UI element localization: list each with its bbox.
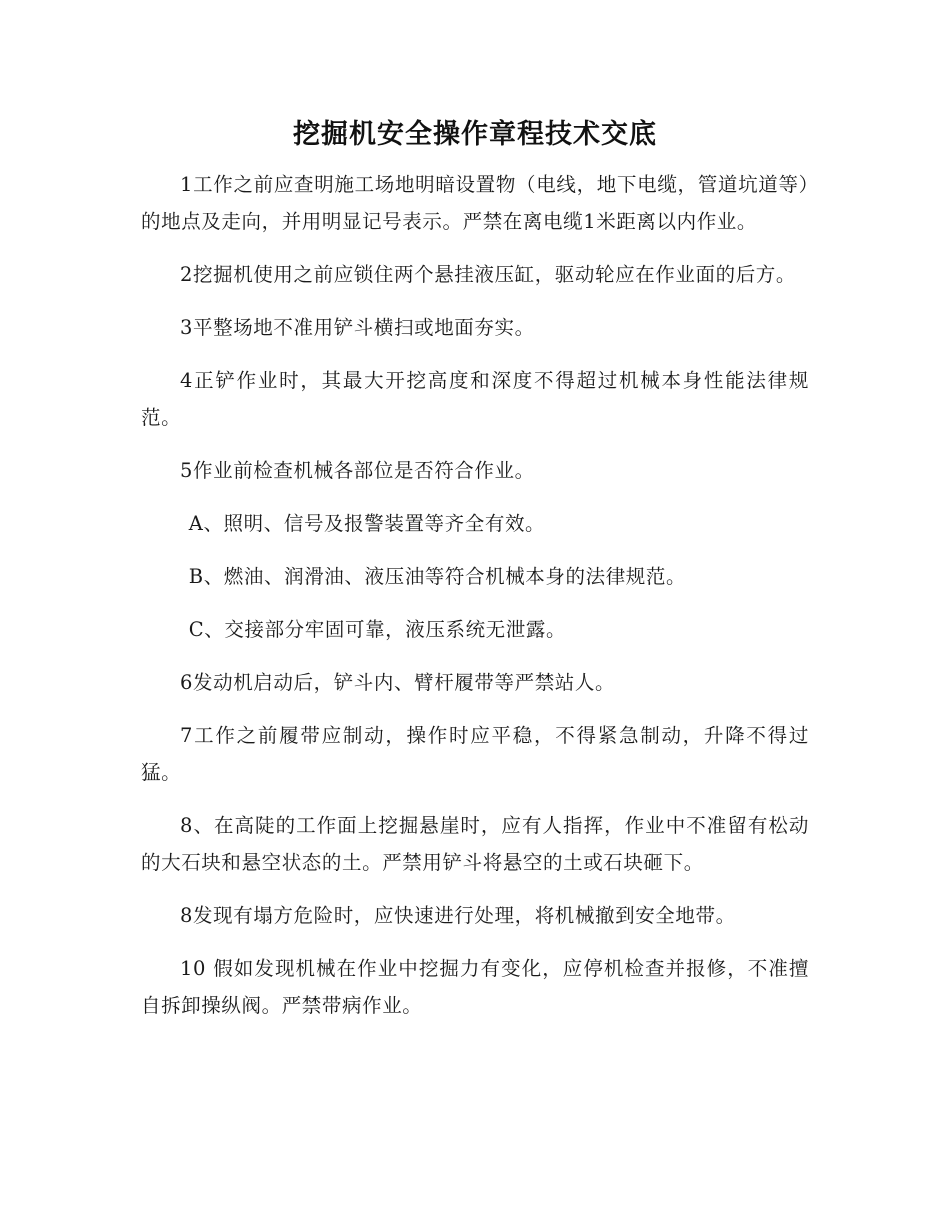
paragraph-6: 6发动机启动后，铲斗内、臂杆履带等严禁站人。: [180, 671, 616, 694]
paragraph-7: 7工作之前履带应制动，操作时应平稳，不得紧急制动，升降不得过猛。: [141, 724, 809, 784]
document-body: [141, 166, 809, 1040]
paragraph-5b: B、燃油、润滑油、液压油等符合机械本身的法律规范。: [188, 565, 687, 588]
paragraph-8a: 8、在高陡的工作面上挖掘悬崖时，应有人指挥，作业中不准留有松动的大石块和悬空状态的土。严禁用铲斗将悬空的土或石块砸下。: [141, 814, 809, 874]
paragraph-5c: C、交接部分牢固可靠，液压系统无泄露。: [188, 618, 567, 641]
paragraph-3: 3平整场地不准用铲斗横扫或地面夯实。: [180, 316, 535, 339]
paragraph-8b: 8发现有塌方危险时，应快速进行处理，将机械撤到安全地带。: [180, 904, 736, 927]
paragraph-5: 5作业前检查机械各部位是否符合作业。: [180, 459, 535, 482]
paragraph-5a: A、照明、信号及报警装置等齐全有效。: [188, 512, 546, 535]
paragraph-4: 4正铲作业时，其最大开挖高度和深度不得超过机械本身性能法律规范。: [141, 369, 809, 429]
paragraph-10: 10 假如发现机械在作业中挖掘力有变化，应停机检查并报修，不准擅自拆卸操纵阀。严禁带病作业。: [141, 957, 809, 1017]
paragraph-1: 1工作之前应查明施工场地明暗设置物（电线，地下电缆，管道坑道等）的地点及走向，并用明显记号表示。严禁在离电缆1米距离以内作业。: [141, 173, 809, 233]
paragraph-2: 2挖掘机使用之前应锁住两个悬挂液压缸，驱动轮应在作业面的后方。: [180, 263, 797, 286]
document-title: 挖掘机安全操作章程技术交底: [293, 119, 657, 150]
